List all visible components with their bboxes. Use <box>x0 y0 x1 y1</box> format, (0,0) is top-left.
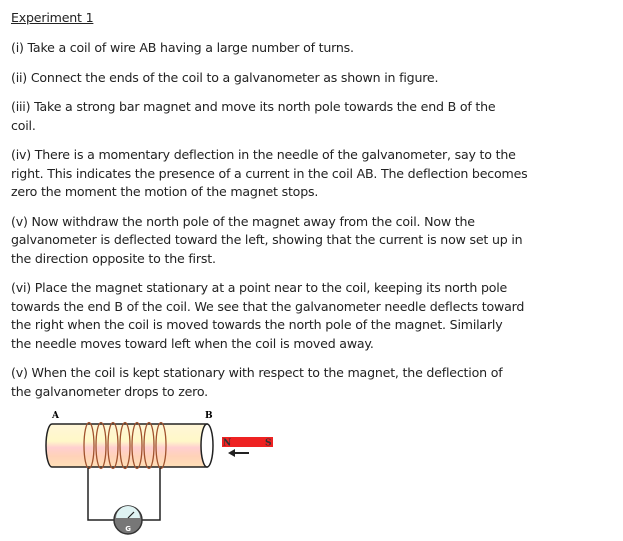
magnet-south: S <box>265 438 272 449</box>
paragraph-line: (iii) Take a strong bar magnet and move its north pole towards the end B of the <box>11 99 496 114</box>
label-a: A <box>52 411 59 421</box>
bar-magnet <box>222 437 273 449</box>
paragraph-line: (iv) There is a momentary deflection in the needle of the galvanometer, say to the <box>11 147 516 162</box>
paragraph-line: the direction opposite to the first. <box>11 250 216 266</box>
step-paragraph <box>11 98 616 135</box>
coil-galvanometer-figure <box>30 405 290 541</box>
paragraph-line: (v) Now withdraw the north pole of the magnet away from the coil. Now the <box>11 213 475 229</box>
paragraph-line: towards the end B of the coil. We see that the galvanometer needle deflects toward <box>11 298 525 314</box>
paragraph-line: the needle moves toward left when the coil is moved away. <box>11 335 374 351</box>
step-paragraph <box>11 279 616 353</box>
paragraph-line: (ii) Connect the ends of the coil to a galvanometer as shown in figure. <box>11 69 439 85</box>
label-b: B <box>205 411 213 421</box>
paragraph-line: the right when the coil is moved towards the north pole of the magnet. Similarly <box>11 317 503 332</box>
step-paragraph <box>11 364 616 401</box>
paragraph-line: the galvanometer drops to zero. <box>11 383 208 399</box>
paragraph-line: zero the moment the motion of the magnet stops. <box>11 184 319 199</box>
step-paragraph <box>11 213 616 269</box>
galvanometer-label: G <box>125 525 131 533</box>
step-paragraph <box>11 146 616 202</box>
magnet-north: N <box>223 438 232 449</box>
paragraph-line: (i) Take a coil of wire AB having a large number of turns. <box>11 40 354 55</box>
experiment-title: Experiment 1 <box>11 10 94 25</box>
paragraph-line: right. This indicates the presence of a current in the coil AB. The deflection becomes <box>11 165 528 181</box>
document <box>11 9 616 412</box>
step-paragraph <box>11 69 616 88</box>
step-paragraph <box>11 39 616 58</box>
paragraph-line: galvanometer is deflected toward the left, showing that the current is now set up in <box>11 232 523 247</box>
arrow-left-icon <box>228 449 249 457</box>
paragraph-line: (v) When the coil is kept stationary with respect to the magnet, the deflection of <box>11 365 503 380</box>
galvanometer <box>114 506 142 534</box>
paragraph-line: (vi) Place the magnet stationary at a point near to the coil, keeping its north pole <box>11 280 508 295</box>
paragraph-line: coil. <box>11 117 36 133</box>
